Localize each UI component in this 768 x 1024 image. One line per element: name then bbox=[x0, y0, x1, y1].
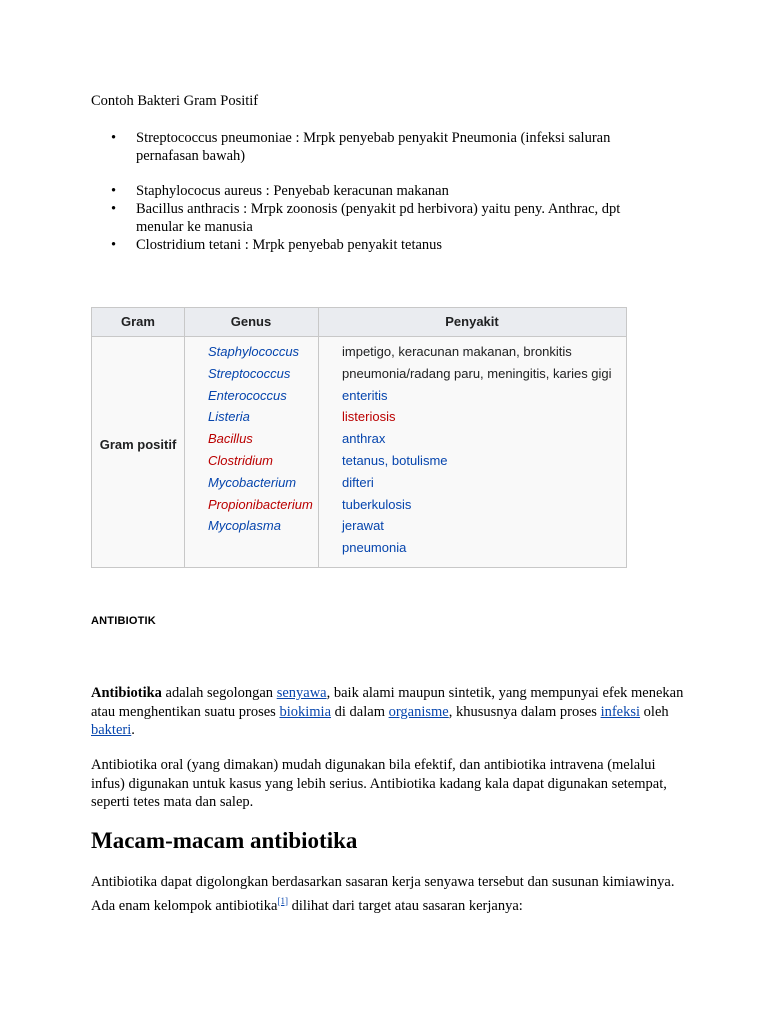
text: di dalam bbox=[331, 703, 389, 720]
text: oleh bbox=[640, 703, 669, 720]
bullet-list-1 bbox=[91, 129, 651, 165]
penyakit-cell[interactable]: difteri bbox=[342, 474, 374, 490]
bullet-icon: • bbox=[111, 237, 117, 253]
header-genus: Genus bbox=[230, 314, 272, 329]
penyakit-cell[interactable]: listeriosis bbox=[342, 409, 396, 425]
genus-cell[interactable]: Clostridium bbox=[208, 453, 274, 468]
list-item-text: Clostridium tetani : Mrpk penyebab penyakit tetanus bbox=[136, 237, 443, 253]
penyakit-cell[interactable]: impetigo, keracunan makanan, bronkitis bbox=[342, 344, 572, 359]
text: dilihat dari target atau sasaran kerjanya: bbox=[287, 897, 523, 914]
penyakit-cell[interactable]: enteritis bbox=[342, 387, 388, 403]
link-organisme[interactable]: organisme bbox=[388, 703, 449, 720]
header-gram: Gram bbox=[121, 314, 155, 329]
header-penyakit: Penyakit bbox=[445, 314, 499, 329]
list-item-text: Streptococcus pneumoniae : Mrpk penyebab penyakit Pneumonia (infeksi saluran pernafasan bawah) bbox=[136, 130, 611, 164]
genus-cell[interactable]: Streptococcus bbox=[208, 365, 291, 381]
penyakit-cell[interactable]: pneumonia bbox=[342, 540, 407, 556]
bullet-icon: • bbox=[111, 201, 117, 217]
penyakit-cell[interactable]: tuberkulosis bbox=[342, 496, 412, 512]
text: , baik alami maupun sintetik, yang mempunyai efek menekan atau menghentikan suatu proses bbox=[91, 685, 684, 720]
list-item bbox=[91, 236, 651, 254]
genus-cell[interactable]: Listeria bbox=[208, 409, 250, 425]
link-infeksi[interactable]: infeksi bbox=[600, 703, 641, 720]
gram-positif-cell: Gram positif bbox=[99, 437, 177, 452]
penyakit-cell[interactable]: pneumonia/radang paru, meningitis, karies gigi bbox=[342, 365, 612, 381]
genus-cell[interactable]: Bacillus bbox=[208, 431, 253, 447]
penyakit-cell[interactable]: anthrax bbox=[342, 431, 386, 447]
heading-macam-antibiotika: Macam-macam antibiotika bbox=[91, 828, 358, 853]
link-biokimia[interactable]: biokimia bbox=[279, 703, 332, 720]
link-bakteri[interactable]: bakteri bbox=[91, 722, 132, 738]
penyakit-cell[interactable]: jerawat bbox=[342, 518, 384, 534]
genus-cell[interactable]: Mycobacterium bbox=[208, 474, 297, 490]
paragraph-golongan bbox=[91, 873, 691, 915]
reference-link[interactable]: [1] bbox=[277, 895, 288, 906]
section-label-antibiotik: ANTIBIOTIK bbox=[91, 615, 156, 627]
text: adalah segolongan bbox=[161, 685, 277, 701]
list-item-text: Staphylococus aureus : Penyebab keracunan makanan bbox=[136, 183, 449, 199]
list-item-text: Bacillus anthracis : Mrpk zoonosis (penyakit pd herbivora) yaitu peny. Anthrac, dpt menular ke manusia bbox=[136, 201, 621, 235]
text: Antibiotika dapat digolongkan berdasarkan sasaran kerja senyawa tersebut dan susunan kimiawinya. Ada enam kelompok antibiotika bbox=[91, 874, 675, 914]
text: . bbox=[131, 722, 135, 738]
bullet-list-2 bbox=[91, 182, 651, 254]
text: , khususnya dalam proses bbox=[448, 703, 601, 720]
gram-table bbox=[91, 307, 627, 568]
list-item bbox=[91, 182, 651, 200]
column-divider bbox=[318, 308, 319, 567]
genus-cell[interactable]: Propionibacterium bbox=[208, 496, 313, 512]
genus-cell[interactable]: Enterococcus bbox=[208, 387, 287, 403]
list-item bbox=[91, 129, 651, 165]
genus-cell[interactable]: Mycoplasma bbox=[208, 518, 281, 534]
bullet-icon: • bbox=[111, 130, 117, 146]
bullet-icon: • bbox=[111, 183, 117, 199]
penyakit-cell[interactable]: tetanus, botulisme bbox=[342, 453, 448, 468]
link-senyawa[interactable]: senyawa bbox=[276, 685, 327, 701]
paragraph-oral-intravena: Antibiotika oral (yang dimakan) mudah digunakan bila efektif, dan antibiotika intravena (melalui infus) digunakan untuk kasus yang lebih serius. Antibiotika kadang kala dapat digunakan setempat, seperti tetes mata dan salep. bbox=[91, 757, 667, 810]
paragraph-definition bbox=[91, 684, 691, 740]
list-item bbox=[91, 200, 651, 236]
term-antibiotika: Antibiotika bbox=[91, 685, 162, 701]
column-divider bbox=[184, 308, 185, 567]
title-contoh-bakteri: Contoh Bakteri Gram Positif bbox=[91, 93, 259, 109]
genus-cell[interactable]: Staphylococcus bbox=[208, 344, 300, 359]
